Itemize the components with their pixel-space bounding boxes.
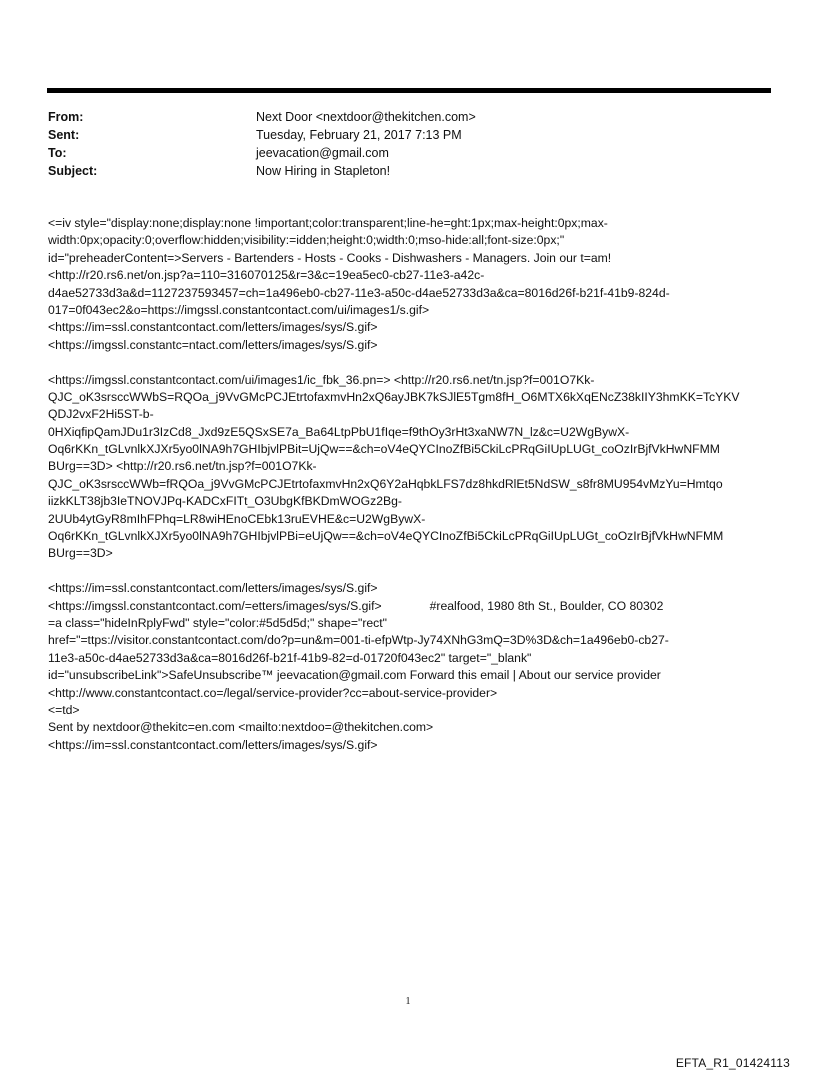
body-line: <https://im=ssl.constantcontact.com/letters/images/sys/S.gif> [48,737,378,752]
page-number: 1 [405,996,411,1007]
body-line: 2UUb4ytGyR8mIhFPhq=LR8wiHEnoCEbk13ruEVHE&c=U2WgBywX- [48,511,426,526]
body-line: 11e3-a50c-d4ae52733d3a&ca=8016d26f-b21f-41b9-82=d-01720f043ec2" target="_blank" [48,650,532,665]
body-line: <https://imgssl.constantcontact.com/ui/images1/ic_fbk_36.pn=> <http://r20.rs6.net/tn.jsp?f=001O7Kk- [48,372,595,387]
body-line: <https://im=ssl.constantcontact.com/letters/images/sys/S.gif> [48,581,378,596]
from-label: From: [48,110,84,124]
bates-stamp: EFTA_R1_01424113 [675,1056,790,1070]
body-line: <=td> [48,702,80,717]
body-line: id="unsubscribeLink">SafeUnsubscribe™ jeevacation@gmail.com Forward this email | About our service provider [48,668,661,683]
paragraph-gap [48,563,773,580]
body-line: <http://r20.rs6.net/on.jsp?a=110=316070125&r=3&c=19ea5ec0-cb27-11e3-a42c- [48,268,485,283]
sent-label: Sent: [48,128,80,142]
body-line: iizkKLT38jb3IeTNOVJPq-KADCxFITt_O3UbgKfBKDmWOGz2Bg- [48,494,402,509]
body-line: <https://im=ssl.constantcontact.com/letters/images/sys/S.gif> [48,320,378,335]
body-line: 0HXiqfipQamJDu1r3IzCd8_Jxd9zE5QSxSE7a_Ba64LtpPbU1fIqe=f9thOy3rHt3xaNW7N_lz&c=U2WgBywX- [48,424,630,439]
paragraph-gap [48,354,773,371]
sent-value: Tuesday, February 21, 2017 7:13 PM [256,128,462,142]
body-line: width:0px;opacity:0;overflow:hidden;visibility:=idden;height:0;width:0;mso-hide:all;font-size:0px;" [48,233,565,248]
body-line: Oq6rKKn_tGLvnlkXJXr5yo0lNA9h7GHIbjvlPBit=UjQw==&ch=oV4eQYCInoZfBi5CkiLcPRqGiIUpLUGt_coOzIrBjfVkHwNFMM [48,442,720,457]
body-line: Oq6rKKn_tGLvnlkXJXr5yo0lNA9h7GHIbjvlPBi=eUjQw==&ch=oV4eQYCInoZfBi5CkiLcPRqGiIUpLUGt_coOzIrBjfVkHwNFMM [48,529,724,544]
body-line: <=iv style="display:none;display:none !important;color:transparent;line-he=ght:1px;max-height:0px;max- [48,216,608,230]
email-body [48,215,773,754]
body-segment: <https://imgssl.constantcontact.com/=etters/images/sys/S.gif> [48,598,382,613]
body-line: QJC_oK3srsccWWbS=RQOa_j9VvGMcPCJEtrtofaxmvHn2xQ6ayJBK7kSJlE5Tgm8fH_O6MTX6kXqENcZ38kIIY3hmKK=TcYKV [48,389,740,404]
body-line: <http://www.constantcontact.co=/legal/service-provider?cc=about-service-provider> [48,685,498,700]
body-line: QDJ2vxF2Hi5ST-b- [48,407,154,422]
from-value: Next Door <nextdoor@thekitchen.com> [256,110,476,124]
subject-label: Subject: [48,164,98,178]
body-line: BUrg==3D> [48,546,113,561]
body-line: 017=0f043ec2&o=https://imgssl.constantcontact.com/ui/images1/s.gif> [48,302,430,317]
body-segment: #realfood, 1980 8th St., Boulder, CO 80302 [429,598,664,613]
header-rule [47,88,771,93]
to-label: To: [48,146,67,160]
body-line: d4ae52733d3a&d=1127237593457=ch=1a496eb0-cb27-11e3-a50c-d4ae52733d3a&ca=8016d26f-b21f-41b9-824d- [48,285,670,300]
body-line: =a class="hideInRplyFwd" style="color:#5d5d5d;" shape="rect" [48,615,387,630]
body-line: BUrg==3D> <http://r20.rs6.net/tn.jsp?f=001O7Kk- [48,459,317,474]
to-value: jeevacation@gmail.com [256,146,389,160]
body-line: QJC_oK3srsccWWb=fRQOa_j9VvGMcPCJEtrtofaxmvHn2xQ6Y2aHqbkLFS7dz8hkdRlEt5NdSW_s8fr8MU954vMzYu=Hmtqo [48,476,723,491]
body-line [48,598,773,615]
body-line: href="=ttps://visitor.constantcontact.com/do?p=un&m=001-ti-efpWtp-Jy74XNhG3mQ=3D%3D&ch=1a496eb0-cb27- [48,633,669,648]
body-line: Sent by nextdoor@thekitc=en.com <mailto:nextdoo=@thekitchen.com> [48,720,434,735]
subject-value: Now Hiring in Stapleton! [256,164,391,178]
body-line: id="preheaderContent=>Servers - Bartenders - Hosts - Cooks - Dishwashers - Managers. Join our t=am! [48,250,612,265]
body-line: <https://imgssl.constantc=ntact.com/letters/images/sys/S.gif> [48,337,378,352]
